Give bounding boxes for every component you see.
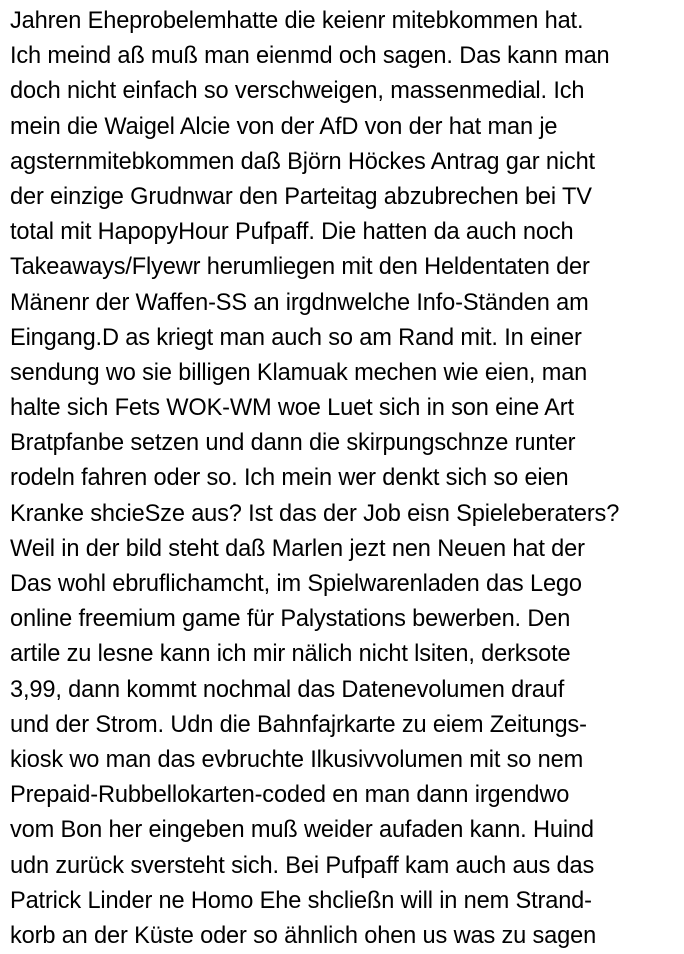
text-line: rodeln fahren oder so. Ich mein wer denkt sich so eien (10, 465, 569, 492)
text-line: udn zurück sversteht sich. Bei Pufpaff kam auch aus das (10, 852, 595, 879)
text-line: Prepaid-Rubbellokarten-coded en man dann irgendwo (10, 782, 570, 809)
text-line: Mänenr der Waffen-SS an irgdnwelche Info-Ständen am (10, 289, 589, 316)
text-line: Takeaways/Flyewr herumliegen mit den Heldentaten der (10, 254, 590, 281)
text-line: doch nicht einfach so verschweigen, massenmedial. Ich (10, 78, 585, 105)
text-line: vom Bon her eingeben muß weider aufaden kann. Huind (10, 817, 594, 844)
text-line: Jahren Eheprobelemhatte die keienr mitebkommen hat. (10, 8, 584, 34)
text-line: Kranke shcieSze aus? Ist das der Job eisn Spieleberaters? (10, 500, 620, 527)
text-line: sendung wo sie billigen Klamuak mechen wie eien, man (10, 359, 588, 386)
text-line: online freemium game für Palystations bewerben. Den (10, 606, 571, 633)
text-line: Eingang.D as kriegt man auch so am Rand mit. In einer (10, 324, 582, 351)
text-line: korb an der Küste oder so ähnlich ohen us was zu sagen (10, 922, 597, 949)
text-line: total mit HapopyHour Pufpaff. Die hatten da auch noch (10, 219, 574, 246)
text-line: Das wohl ebruflichamcht, im Spielwarenladen das Lego (10, 571, 582, 597)
text-line: artile zu lesne kann ich mir nälich nicht lsiten, derksote (10, 641, 571, 668)
text-line: agsternmitebkommen daß Björn Höckes Antrag gar nicht (10, 148, 595, 175)
text-line: Ich meind aß muß man eienmd och sagen. Das kann man (10, 43, 610, 70)
text-line: Weil in der bild steht daß Marlen jezt nen Neuen hat der (10, 535, 585, 562)
text-line: 3,99, dann kommt nochmal das Datenevolumen drauf (10, 676, 565, 703)
text-line: der einzige Grudnwar den Parteitag abzubrechen bei TV (10, 183, 592, 210)
text-line: mein die Waigel Alcie von der AfD von der hat man je (10, 113, 558, 140)
body-text (10, 4, 680, 954)
text-line: Patrick Linder ne Homo Ehe shcließn will in nem Strand- (10, 887, 592, 914)
text-line: halte sich Fets WOK-WM woe Luet sich in son eine Art (10, 395, 574, 422)
text-line: und der Strom. Udn die Bahnfajrkarte zu eiem Zeitungs- (10, 711, 587, 738)
text-line: kiosk wo man das evbruchte Ilkusivvolumen mit so nem (10, 746, 584, 773)
text-line: Bratpfanbe setzen und dann die skirpungschnze runter (10, 430, 576, 457)
